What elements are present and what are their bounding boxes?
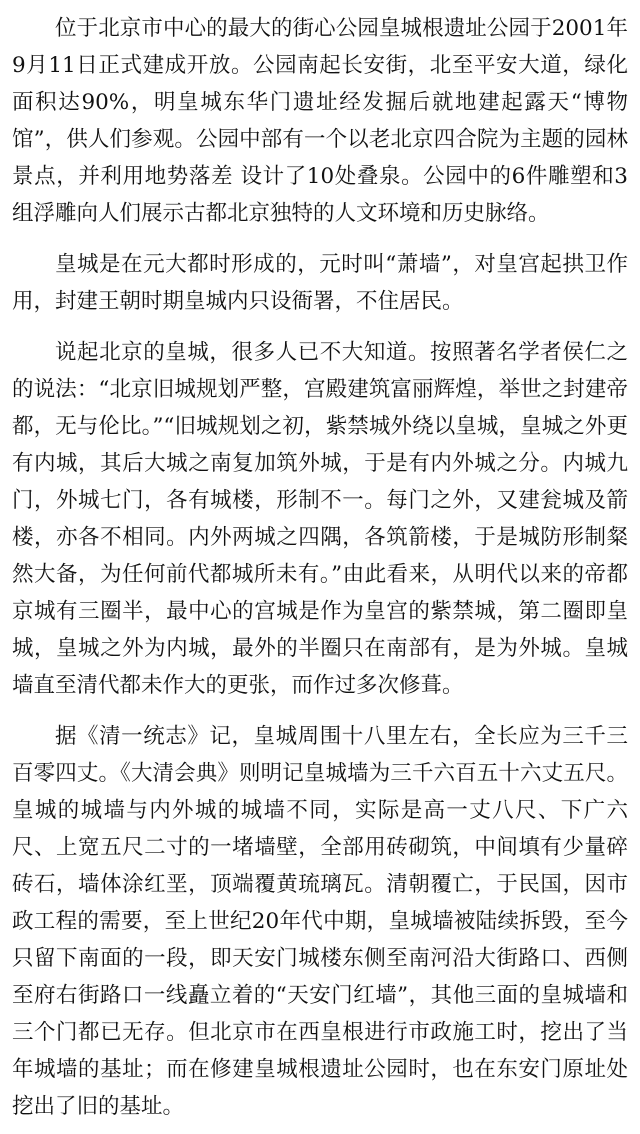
paragraph-1: 位于北京市中心的最大的街心公园皇城根遗址公园于2001年9月11日正式建成开放。公园南起长安街，北至平安大道，绿化面积达90%，明皇城东华门遗址经发掘后就地建起露天“博物馆”，供人们参观。公园中部有一个以老北京四合院为主题的园林景点，并利用地势落差 设计了10处叠泉。公园中的6件雕塑和3组浮雕向人们展示古都北京独特的人文环境和历史脉络。 xyxy=(12,16,628,226)
paragraph-2: 皇城是在元大都时形成的，元时叫“萧墙”，对皇宫起拱卫作用，封建王朝时期皇城内只设衙署，不住居民。 xyxy=(12,252,628,314)
paragraph-4: 据《清一统志》记，皇城周围十八里左右，全长应为三千三百零四丈。《大清会典》则明记皇城墙为三千六百五十六丈五尺。皇城的城墙与内外城的城墙不同，实际是高一丈八尺、下广六尺、上宽五尺二寸的一堵墙壁，全部用砖砌筑，中间填有少量碎砖石，墙体涂红垩，顶端覆黄琉璃瓦。清朝覆亡，于民国，因市政工程的需要，至上世纪20年代中期，皇城墙被陆续拆毁，至今只留下南面的一段，即天安门城楼东侧至南河沿大街路口、西侧至府右街路口一线矗立着的“天安门红墙”，其他三面的皇城墙和三个门都已无存。但北京市在西皇根进行市政施工时，挖出了当年城墙的基址；而在修建皇城根遗址公园时，也在东安门原址处挖出了旧的基址。 xyxy=(12,724,628,1119)
paragraph-3: 说起北京的皇城，很多人已不大知道。按照著名学者侯仁之的说法：“北京旧城规划严整，宫殿建筑富丽辉煌，举世之封建帝都，无与伦比。”“旧城规划之初，紫禁城外绕以皇城，皇城之外更有内城，其后大城之南复加筑外城，于是有内外城之分。内城九门，外城七门，各有城楼，形制不一。每门之外，又建瓮城及箭楼，亦各不相同。内外两城之四隅，各筑箭楼，于是城防形制粲然大备，为任何前代都城所未有。”由此看来，从明代以来的帝都京城有三圈半，最中心的宫城是作为皇宫的紫禁城，第二圈即皇城，皇城之外为内城，最外的半圈只在南部有，是为外城。皇城墙直至清代都未作大的更张，而作过多次修葺。 xyxy=(12,340,628,698)
